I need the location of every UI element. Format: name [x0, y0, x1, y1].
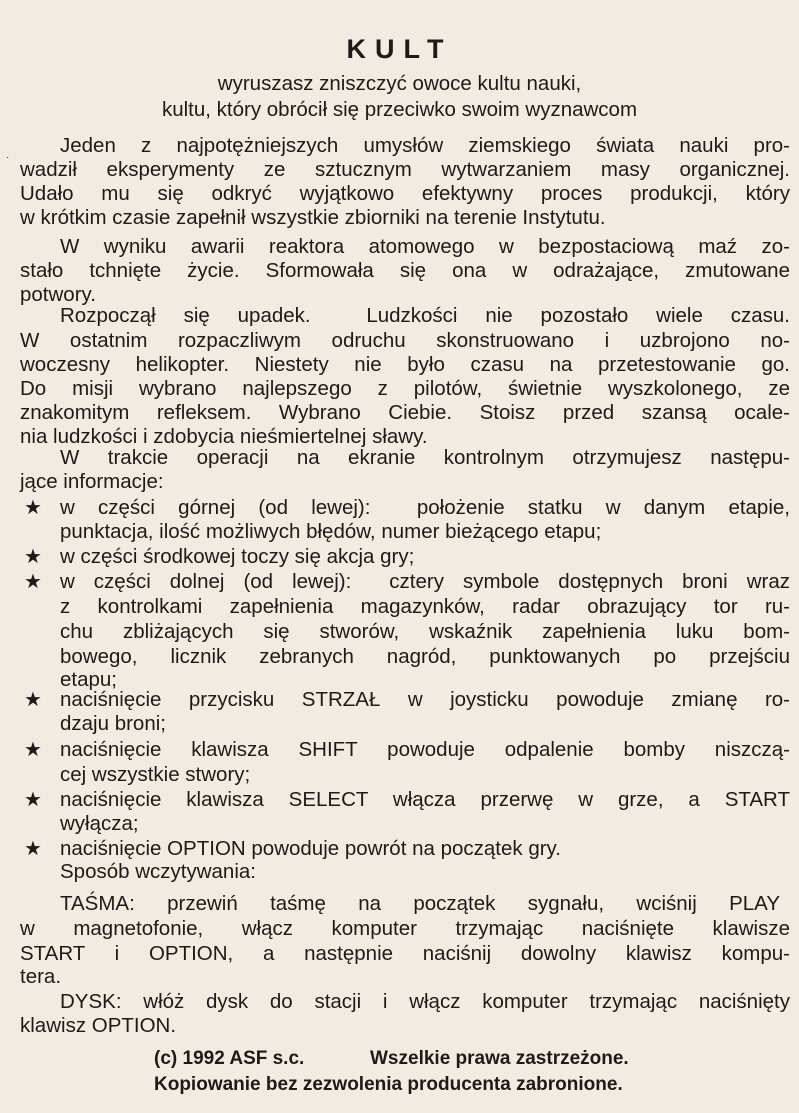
list-item-line: dzaju broni; — [60, 712, 166, 735]
bullet-star-icon: ★ — [24, 789, 42, 811]
list-item-line: chu zbliżających się stworów, wskaźnik zapełnienia luku bom- — [60, 620, 790, 643]
body-line: DYSK: włóż dysk do stacji i włącz komputer trzymając naciśnięty — [60, 990, 790, 1013]
list-item-line: naciśnięcie klawisza SELECT włącza przerwę w grze, a START — [60, 788, 790, 811]
body-line: W trakcie operacji na ekranie kontrolnym otrzymujesz następu- — [60, 446, 790, 469]
bullet-star-icon: ★ — [24, 838, 42, 860]
body-line: w magnetofonie, włącz komputer trzymając naciśnięte klawisze — [20, 917, 790, 940]
list-item-line: etapu; — [60, 668, 117, 691]
bullet-star-icon: ★ — [24, 689, 42, 711]
list-item-line: w części górnej (od lewej): położenie statku w danym etapie, — [60, 496, 790, 519]
list-item-line: bowego, licznik zebranych nagród, punktowanych po przejściu — [60, 645, 790, 668]
body-line: Jeden z najpotężniejszych umysłów ziemskiego świata nauki pro- — [60, 134, 790, 157]
list-item-line: w części środkowej toczy się akcja gry; — [60, 545, 415, 568]
list-item-line: naciśnięcie przycisku STRZAŁ w joysticku powoduje zmianę ro- — [60, 688, 790, 711]
body-line: Udało mu się odkryć wyjątkowo efektywny proces produkcji, który — [20, 182, 790, 205]
body-line: woczesny helikopter. Niestety nie było czasu na przetestowanie go. — [20, 353, 790, 376]
body-line: Rozpoczął się upadek. Ludzkości nie pozostało wiele czasu. — [60, 304, 790, 327]
footer-rights: Wszelkie prawa zastrzeżone. — [370, 1048, 629, 1069]
list-item-line: wyłącza; — [60, 812, 139, 835]
list-item-line: z kontrolkami zapełnienia magazynków, radar obrazujący tor ru- — [60, 595, 790, 618]
footer-copyright: (c) 1992 ASF s.c. — [154, 1048, 305, 1069]
list-item-line: w części dolnej (od lewej): cztery symbole dostępnych broni wraz — [60, 570, 790, 593]
body-line: potwory. — [20, 283, 96, 306]
section-heading: Sposób wczytywania: — [60, 860, 256, 883]
body-line: Do misji wybrano najlepszego z pilotów, świetnie wyszkolonego, ze — [20, 377, 790, 400]
body-line: znakomitym refleksem. Wybrano Ciebie. Stoisz przed szansą ocale- — [20, 401, 790, 424]
body-line: W ostatnim rozpaczliwym odruchu skonstruowano i uzbrojono no- — [20, 329, 790, 352]
list-item-line: cej wszystkie stwory; — [60, 763, 251, 786]
bullet-star-icon: ★ — [24, 739, 42, 761]
body-line: START i OPTION, a następnie naciśnij dowolny klawisz kompu- — [20, 942, 790, 965]
bullet-star-icon: ★ — [24, 497, 42, 519]
stray-mark: · — [6, 152, 10, 163]
body-line: TAŚMA: przewiń taśmę na początek sygnału, wciśnij PLAY — [60, 892, 780, 915]
list-item-line: naciśnięcie OPTION powoduje powrót na początek gry. — [60, 837, 561, 860]
body-line: wadził eksperymenty ze sztucznym wytwarzaniem masy organicznej. — [20, 158, 790, 181]
body-line: klawisz OPTION. — [20, 1014, 177, 1037]
body-line: tera. — [20, 965, 62, 988]
body-line: W wyniku awarii reaktora atomowego w bezpostaciową maź zo- — [60, 235, 790, 258]
subtitle-line-2: kultu, który obrócił się przeciwko swoim wyznawcom — [161, 98, 638, 121]
bullet-star-icon: ★ — [24, 546, 42, 568]
body-line: jące informacje: — [20, 470, 164, 493]
body-line: stało tchnięte życie. Sformowała się ona w odrażające, zmutowane — [20, 259, 790, 282]
list-item-line: naciśnięcie klawisza SHIFT powoduje odpalenie bomby niszczą- — [60, 738, 790, 761]
body-line: nia ludzkości i zdobycia nieśmiertelnej sławy. — [20, 425, 428, 448]
list-item-line: punktacja, ilość możliwych błędów, numer bieżącego etapu; — [60, 520, 602, 543]
subtitle-line-1: wyruszasz zniszczyć owoce kultu nauki, — [217, 72, 582, 95]
body-line: w krótkim czasie zapełnił wszystkie zbiorniki na terenie Instytutu. — [20, 206, 606, 229]
bullet-star-icon: ★ — [24, 571, 42, 593]
document-title: KULT — [346, 34, 453, 64]
footer-copy-notice: Kopiowanie bez zezwolenia producenta zabronione. — [154, 1074, 623, 1095]
